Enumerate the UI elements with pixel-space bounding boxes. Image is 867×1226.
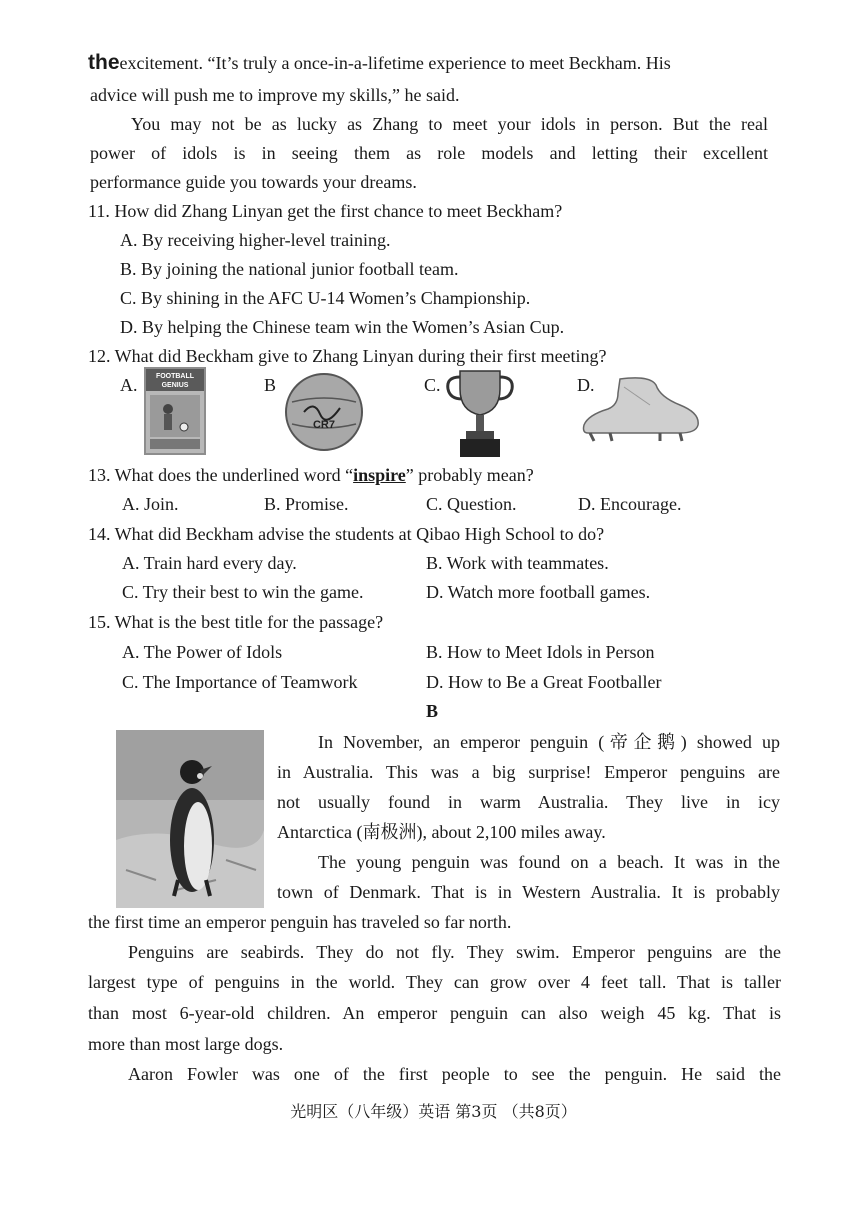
passage-b-p1-line-1: In November, an emperor penguin (帝企鹅) showed up bbox=[318, 732, 780, 752]
page-footer: 光明区（八年级）英语 第3页 （共8页） bbox=[290, 1102, 577, 1121]
question-14-option-a[interactable]: A. Train hard every day. bbox=[122, 553, 297, 573]
passage-b-p2-line-3: the first time an emperor penguin has traveled so far north. bbox=[88, 912, 512, 932]
penguin-photo bbox=[116, 730, 264, 908]
question-11-option-d[interactable]: D. By helping the Chinese team win the Women’s Asian Cup. bbox=[120, 317, 565, 337]
handwritten-word: the bbox=[88, 51, 120, 74]
passage-a-para2-line-2: power of idols is in seeing them as role models and letting their excellent bbox=[90, 143, 768, 163]
ball-text: CR7 bbox=[312, 419, 336, 431]
passage-b-p4-line-1: Aaron Fowler was one of the first people to see the penguin. He said the bbox=[128, 1064, 781, 1084]
question-13-option-d[interactable]: D. Encourage. bbox=[578, 494, 682, 514]
question-15-option-d[interactable]: D. How to Be a Great Footballer bbox=[426, 672, 662, 692]
boot-image bbox=[580, 375, 702, 447]
question-14-stem: 14. What did Beckham advise the students at Qibao High School to do? bbox=[88, 524, 605, 544]
question-12-option-c[interactable]: C. bbox=[424, 375, 441, 395]
question-15-option-b[interactable]: B. How to Meet Idols in Person bbox=[426, 642, 655, 662]
question-12-option-d[interactable]: D. bbox=[577, 375, 595, 395]
passage-a-line-1-text: excitement. “It’s truly a once-in-a-lifetime experience to meet Beckham. His bbox=[119, 53, 671, 73]
trophy-image bbox=[444, 367, 516, 459]
question-14-option-d[interactable]: D. Watch more football games. bbox=[426, 582, 651, 602]
football-image bbox=[284, 372, 364, 452]
question-13-stem-after: ” probably mean? bbox=[405, 465, 534, 485]
question-13-option-b[interactable]: B. Promise. bbox=[264, 494, 349, 514]
passage-b-p3-line-3: than most 6-year-old children. An emperor penguin can also weigh 45 kg. That is bbox=[88, 1003, 781, 1023]
question-13-option-a[interactable]: A. Join. bbox=[122, 494, 179, 514]
question-14-option-b[interactable]: B. Work with teammates. bbox=[426, 553, 609, 573]
passage-b-p2-line-1: The young penguin was found on a beach. It was in the bbox=[318, 852, 780, 872]
underlined-word: inspire bbox=[353, 465, 406, 485]
question-11-option-b[interactable]: B. By joining the national junior football team. bbox=[120, 259, 459, 279]
passage-a-para2-line-3: performance guide you towards your dreams. bbox=[90, 172, 417, 192]
question-11-option-a[interactable]: A. By receiving higher-level training. bbox=[120, 230, 391, 250]
question-12-option-a[interactable]: A. bbox=[120, 375, 138, 395]
passage-b-p2-line-2: town of Denmark. That is in Western Australia. It is probably bbox=[277, 882, 780, 902]
passage-b-p1-line-3: not usually found in warm Australia. They live in icy bbox=[277, 792, 780, 812]
question-13-stem-before: 13. What does the underlined word “ bbox=[88, 465, 354, 485]
book-title-line-2: GENIUS bbox=[161, 382, 189, 389]
question-14-option-c[interactable]: C. Try their best to win the game. bbox=[122, 582, 364, 602]
question-11-option-c[interactable]: C. By shining in the AFC U-14 Women’s Championship. bbox=[120, 288, 531, 308]
question-11-stem: 11. How did Zhang Linyan get the first chance to meet Beckham? bbox=[88, 201, 563, 221]
passage-a-para2-line-1: You may not be as lucky as Zhang to meet your idols in person. But the real bbox=[131, 114, 768, 134]
passage-b-p3-line-2: largest type of penguins in the world. They can grow over 4 feet tall. That is taller bbox=[88, 972, 781, 992]
question-15-option-c[interactable]: C. The Importance of Teamwork bbox=[122, 672, 358, 692]
book-image bbox=[144, 367, 206, 455]
passage-b-p1-line-4: Antarctica (南极洲), about 2,100 miles away. bbox=[277, 822, 606, 842]
book-title-line-1: FOOTBALL bbox=[155, 373, 195, 380]
question-15-option-a[interactable]: A. The Power of Idols bbox=[122, 642, 283, 662]
passage-b-p3-line-1: Penguins are seabirds. They do not fly. They swim. Emperor penguins are the bbox=[128, 942, 781, 962]
passage-b-p1-line-2: in Australia. This was a big surprise! Emperor penguins are bbox=[277, 762, 780, 782]
passage-b-heading: B bbox=[426, 701, 439, 721]
passage-a-line-1 bbox=[88, 52, 768, 74]
question-13-stem bbox=[88, 464, 534, 486]
question-13-option-c[interactable]: C. Question. bbox=[426, 494, 517, 514]
question-15-stem: 15. What is the best title for the passage? bbox=[88, 612, 384, 632]
passage-b-p3-line-4: more than most large dogs. bbox=[88, 1034, 284, 1054]
question-12-stem: 12. What did Beckham give to Zhang Linyan during their first meeting? bbox=[88, 346, 607, 366]
passage-a-line-2: advice will push me to improve my skills,” he said. bbox=[90, 85, 460, 105]
question-12-option-b[interactable]: B bbox=[264, 375, 277, 395]
